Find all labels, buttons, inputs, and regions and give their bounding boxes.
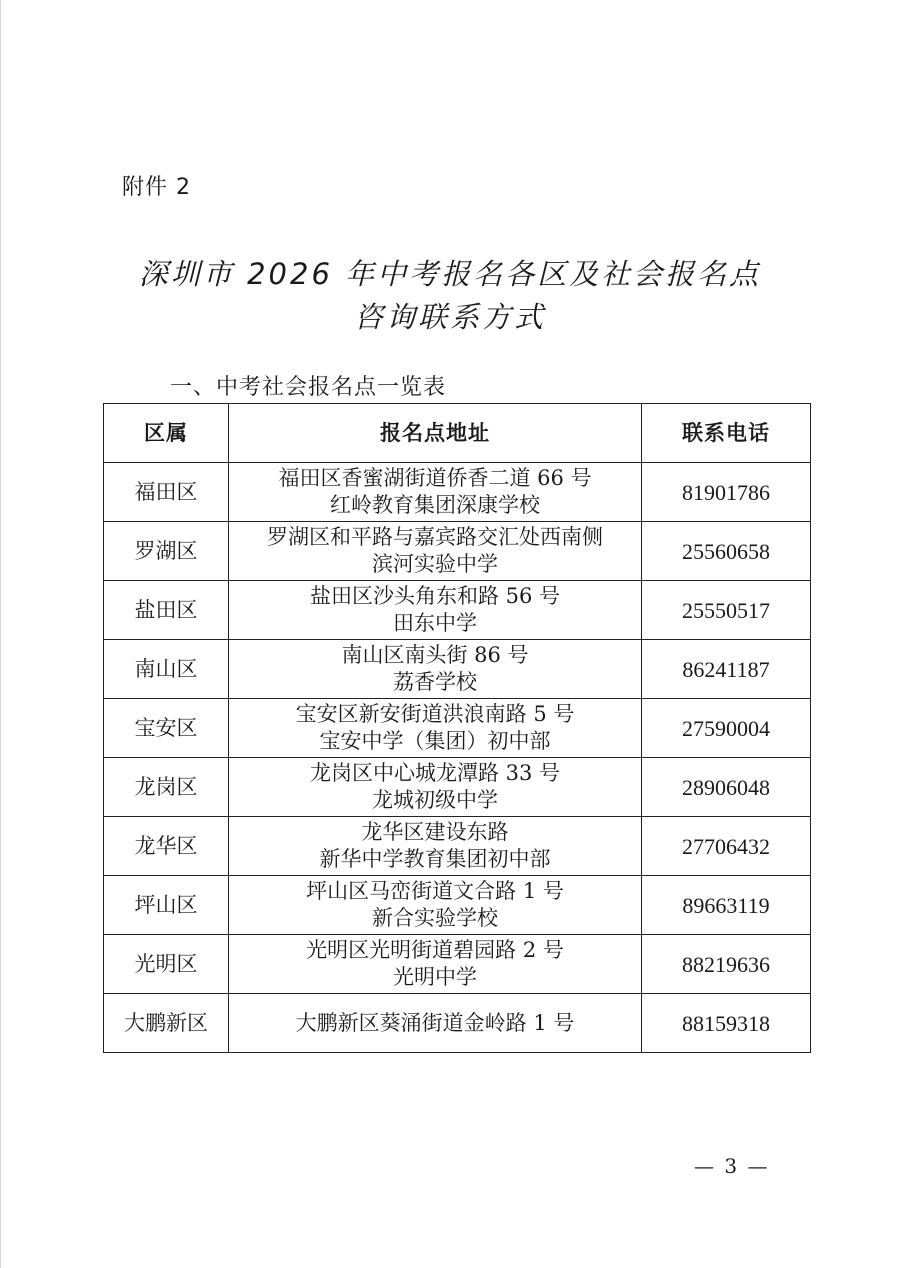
table-row (104, 994, 811, 1053)
district-cell: 龙岗区 (104, 758, 229, 817)
district-cell: 大鹏新区 (104, 994, 229, 1053)
table-row (104, 581, 811, 640)
header-phone: 联系电话 (642, 404, 811, 463)
district-cell: 盐田区 (104, 581, 229, 640)
address-line-1: 坪山区马峦街道文合路 1 号 (306, 879, 564, 903)
address-cell (229, 935, 642, 994)
address-cell (229, 581, 642, 640)
address-cell (229, 522, 642, 581)
address-line-1: 罗湖区和平路与嘉宾路交汇处西南侧 (267, 525, 603, 549)
table-row (104, 817, 811, 876)
district-cell: 南山区 (104, 640, 229, 699)
district-cell: 光明区 (104, 935, 229, 994)
address-line-1: 南山区南头街 86 号 (341, 643, 529, 667)
page-edge-line (0, 0, 1, 1268)
district-cell: 宝安区 (104, 699, 229, 758)
table-row (104, 463, 811, 522)
phone-cell: 89663119 (642, 876, 811, 935)
phone-cell: 88219636 (642, 935, 811, 994)
document-title-line-2: 咨询联系方式 (353, 300, 546, 334)
address-cell (229, 817, 642, 876)
district-cell: 福田区 (104, 463, 229, 522)
page-number: — 3 — (694, 1154, 770, 1178)
address-line-2: 光明中学 (393, 965, 477, 989)
address-cell (229, 758, 642, 817)
address-line-2: 田东中学 (393, 611, 477, 635)
address-line-2: 新合实验学校 (372, 906, 498, 930)
header-district: 区属 (104, 404, 229, 463)
address-line-1: 盐田区沙头角东和路 56 号 (309, 584, 561, 608)
phone-cell: 81901786 (642, 463, 811, 522)
phone-cell: 27590004 (642, 699, 811, 758)
address-cell (229, 699, 642, 758)
address-line-1: 龙华区建设东路 (361, 820, 509, 844)
address-cell (229, 994, 642, 1053)
table-row (104, 522, 811, 581)
section-heading: 一、中考社会报名点一览表 (170, 375, 447, 400)
address-line-2: 荔香学校 (393, 670, 477, 694)
table-row (104, 876, 811, 935)
address-line-2: 滨河实验中学 (372, 552, 498, 576)
address-line-1: 福田区香蜜湖街道侨香二道 66 号 (278, 466, 592, 490)
address-line-2: 宝安中学（集团）初中部 (319, 729, 551, 753)
address-line-2: 龙城初级中学 (372, 788, 498, 812)
address-line-1: 宝安区新安街道洪浪南路 5 号 (295, 702, 575, 726)
attachment-label: 附件 2 (122, 175, 191, 200)
document-title-line-1: 深圳市 2026 年中考报名各区及社会报名点 (138, 257, 762, 291)
phone-cell: 28906048 (642, 758, 811, 817)
phone-cell: 86241187 (642, 640, 811, 699)
district-cell: 龙华区 (104, 817, 229, 876)
address-cell (229, 463, 642, 522)
district-cell: 坪山区 (104, 876, 229, 935)
table-row (104, 758, 811, 817)
phone-cell: 27706432 (642, 817, 811, 876)
table-header-row (104, 404, 811, 463)
table-row (104, 640, 811, 699)
table-row (104, 699, 811, 758)
address-cell (229, 876, 642, 935)
address-line-2: 红岭教育集团深康学校 (330, 493, 540, 517)
address-line-1: 大鹏新区葵涌街道金岭路 1 号 (295, 1010, 575, 1035)
phone-cell: 88159318 (642, 994, 811, 1053)
address-line-1: 光明区光明街道碧园路 2 号 (306, 938, 564, 962)
phone-cell: 25560658 (642, 522, 811, 581)
registration-table (103, 403, 811, 1053)
address-cell (229, 640, 642, 699)
address-line-2: 新华中学教育集团初中部 (319, 847, 551, 871)
phone-cell: 25550517 (642, 581, 811, 640)
district-cell: 罗湖区 (104, 522, 229, 581)
address-line-1: 龙岗区中心城龙潭路 33 号 (309, 761, 561, 785)
header-address: 报名点地址 (229, 404, 642, 463)
table-row (104, 935, 811, 994)
